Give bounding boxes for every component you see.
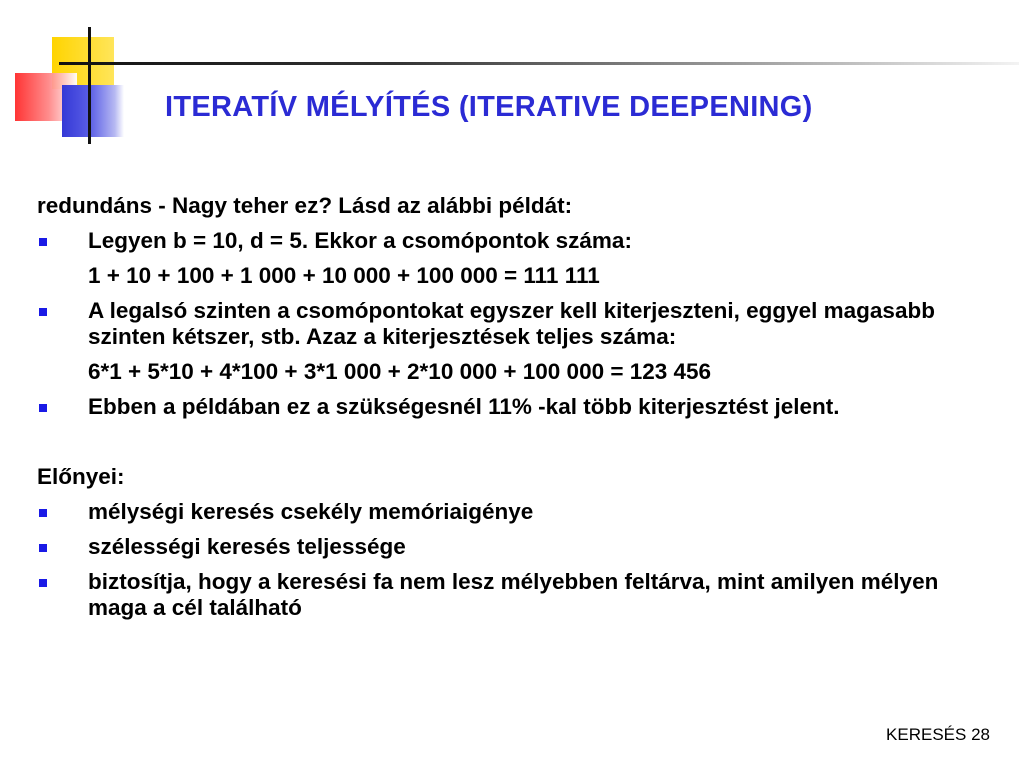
slide-content [37, 193, 997, 630]
advantage-text: szélességi keresés teljessége [88, 534, 406, 559]
bullet-square-icon [39, 579, 47, 587]
logo-vertical-line [88, 27, 91, 144]
logo-blue-square [62, 85, 124, 137]
slide-logo [0, 0, 170, 160]
advantage-item [37, 499, 997, 525]
bullet-square-icon [39, 509, 47, 517]
advantage-item [37, 569, 997, 621]
bullet-text: A legalsó szinten a csomópontokat egyszer kell kiterjeszteni, eggyel magasabb szinten kétszer, stb. Azaz a kiterjesztések teljes száma: [88, 298, 935, 349]
formula-line: 1 + 10 + 100 + 1 000 + 10 000 + 100 000 = 111 111 [88, 263, 600, 288]
bullet-square-icon [39, 404, 47, 412]
bullet-square-icon [39, 308, 47, 316]
slide-footer: KERESÉS 28 [886, 725, 990, 744]
title-underline [59, 62, 1019, 65]
bullet-square-icon [39, 238, 47, 246]
advantage-text: mélységi keresés csekély memóriaigénye [88, 499, 534, 524]
bullet-text: Ebben a példában ez a szükségesnél 11% -kal több kiterjesztést jelent. [88, 394, 840, 419]
bullet-text: Legyen b = 10, d = 5. Ekkor a csomópontok száma: [88, 228, 632, 253]
bullet-item [37, 394, 997, 420]
bullet-item [37, 228, 997, 254]
bullet-item [37, 298, 997, 350]
advantages-heading: Előnyei: [37, 464, 125, 489]
bullet-square-icon [39, 544, 47, 552]
intro-text: redundáns - Nagy teher ez? Lásd az alábbi példát: [37, 193, 573, 218]
slide-title: ITERATÍV MÉLYÍTÉS (ITERATIVE DEEPENING) [165, 91, 813, 123]
formula-line: 6*1 + 5*10 + 4*100 + 3*1 000 + 2*10 000 + 100 000 = 123 456 [88, 359, 712, 384]
advantage-text: biztosítja, hogy a keresési fa nem lesz mélyebben feltárva, mint amilyen mélyen maga a cél található [88, 569, 939, 620]
spacer [37, 429, 997, 464]
advantage-item [37, 534, 997, 560]
